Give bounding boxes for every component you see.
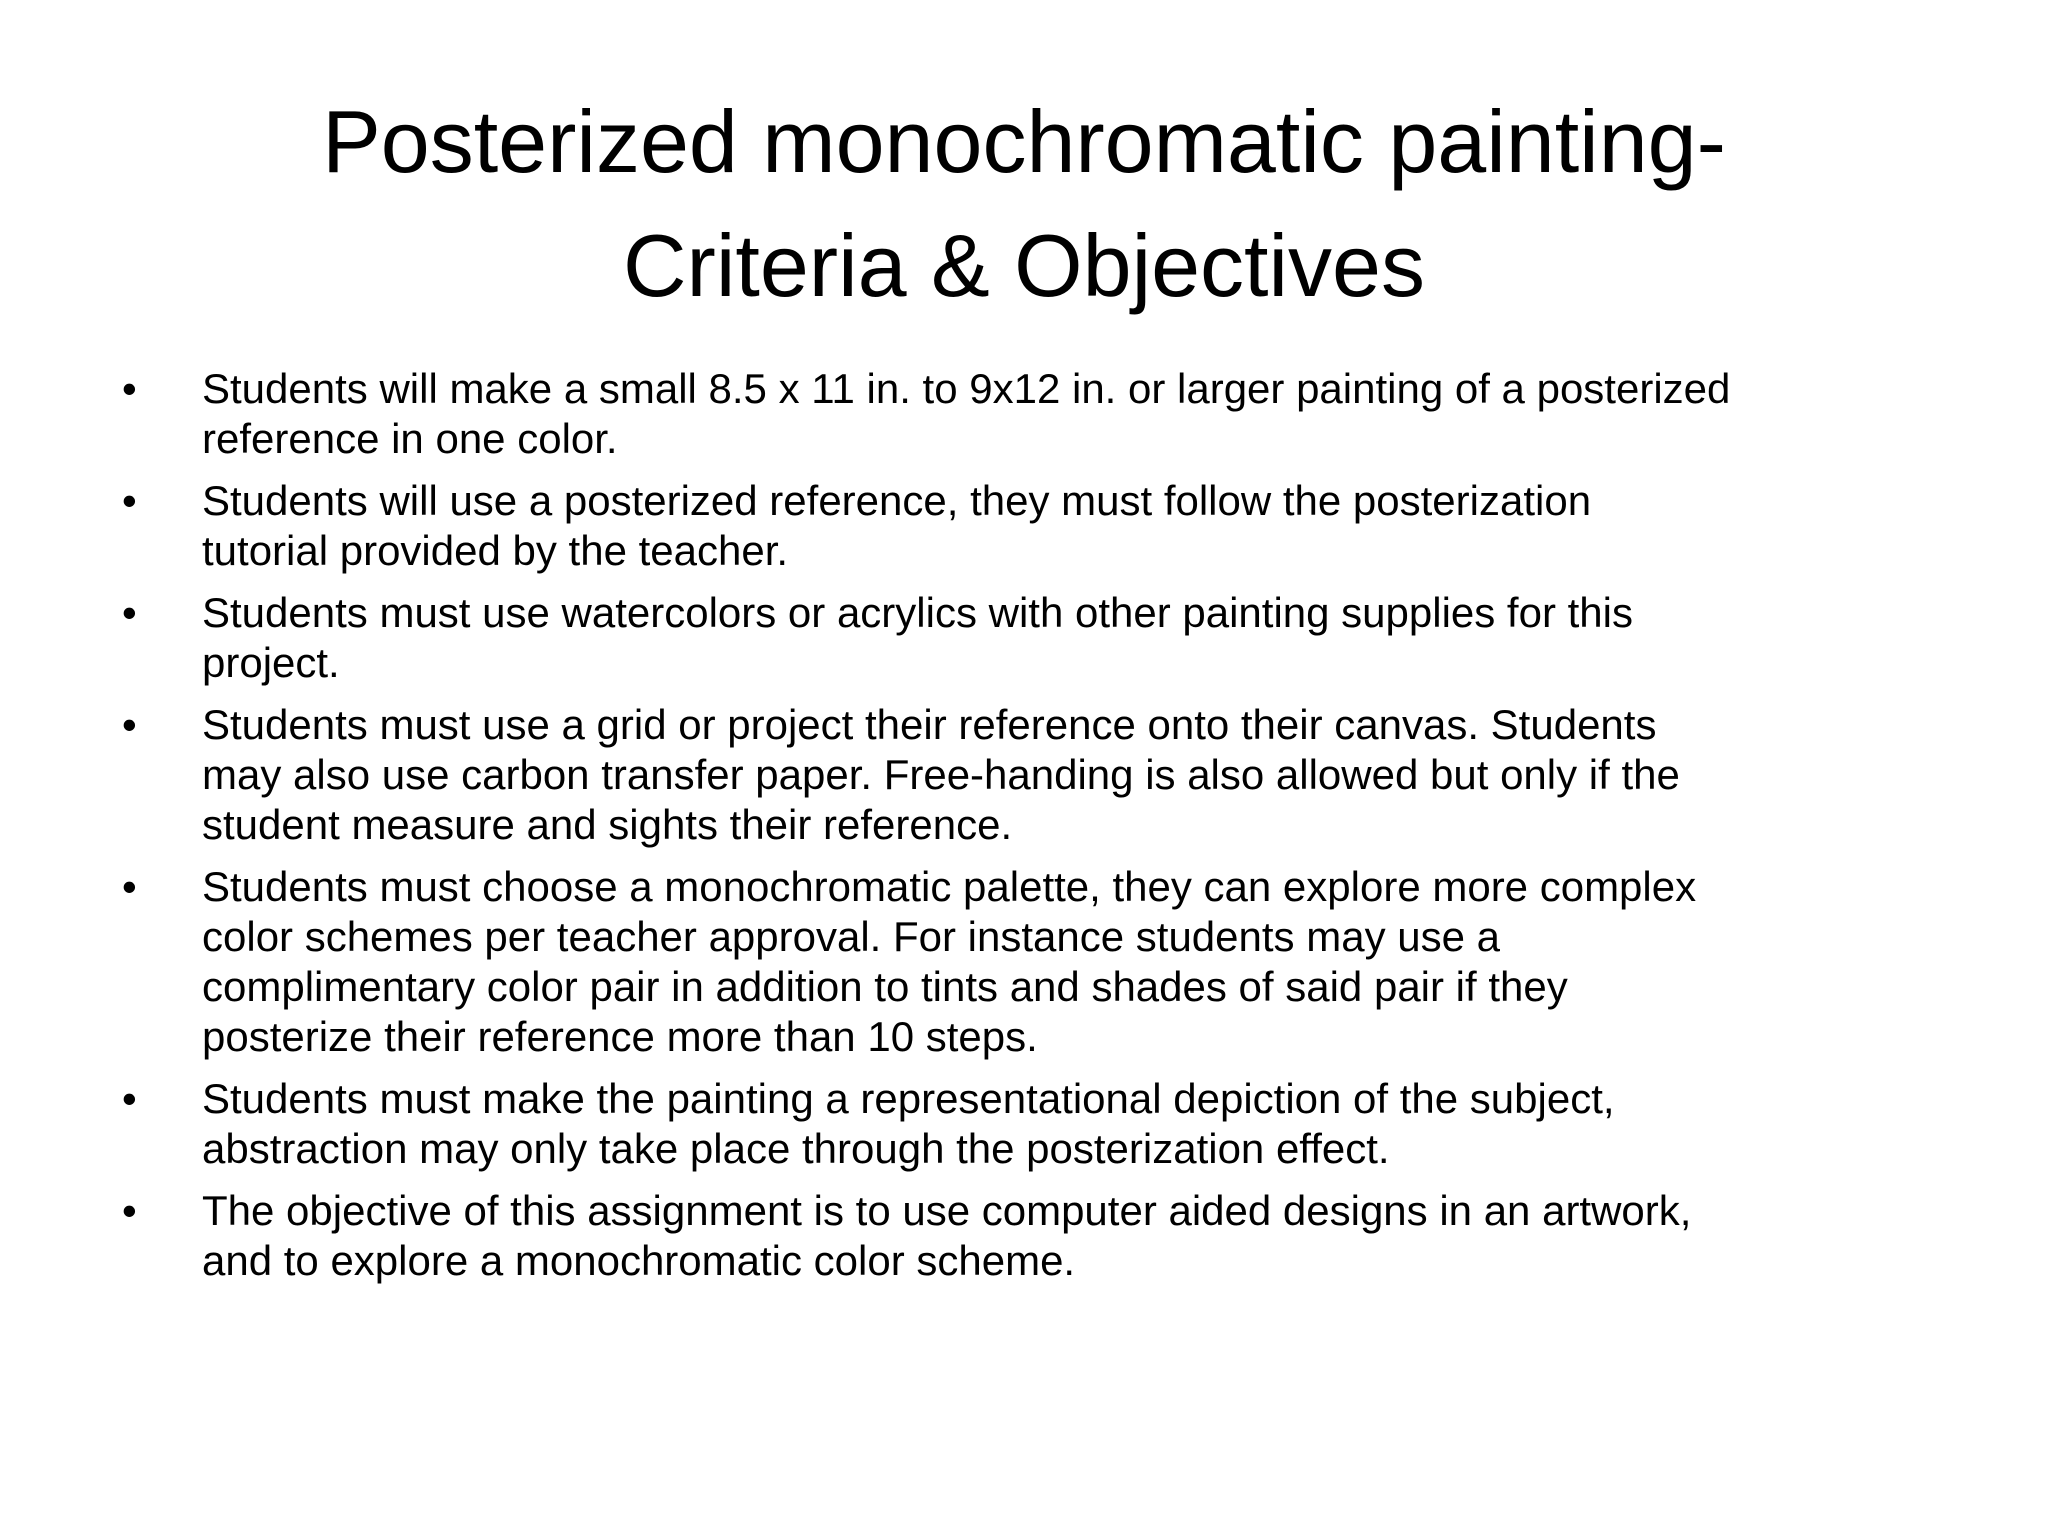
bullet-dot-icon: •	[122, 1075, 137, 1122]
bullet-text-line: tutorial provided by the teacher.	[202, 527, 789, 574]
slide-title	[180, 80, 1868, 328]
bullet-text-line: may also use carbon transfer paper. Free-handing is also allowed but only if the	[202, 751, 1680, 798]
bullet-dot-icon: •	[122, 589, 137, 636]
bullet-text-line: color schemes per teacher approval. For instance students may use a	[202, 913, 1500, 960]
bullet-dot-icon: •	[122, 477, 137, 524]
bullet-text-line: Students must choose a monochromatic palette, they can explore more complex	[202, 863, 1697, 910]
bullet-text-line: student measure and sights their reference.	[202, 801, 1013, 848]
bullet-text-line: Students must make the painting a representational depiction of the subject,	[202, 1075, 1615, 1122]
bullet-text-line: posterize their reference more than 10 steps.	[202, 1013, 1038, 1060]
bullet-dot-icon: •	[122, 365, 137, 412]
bullet-item-objective	[122, 1186, 1962, 1286]
bullet-text-line: Students will use a posterized reference, they must follow the posterization	[202, 477, 1592, 524]
bullet-item-representation	[122, 1074, 1962, 1174]
bullet-text-line: Students will make a small 8.5 x 11 in. to 9x12 in. or larger painting of a posterized	[202, 365, 1731, 412]
bullet-item-reference	[122, 476, 1962, 576]
bullet-text-line: Students must use watercolors or acrylics with other painting supplies for this	[202, 589, 1633, 636]
criteria-list	[122, 364, 1962, 1298]
bullet-text-line: abstraction may only take place through the posterization effect.	[202, 1125, 1390, 1172]
bullet-text-line: project.	[202, 639, 340, 686]
title-line-2: Criteria & Objectives	[622, 216, 1425, 315]
bullet-text-line: complimentary color pair in addition to tints and shades of said pair if they	[202, 963, 1568, 1010]
bullet-item-size	[122, 364, 1962, 464]
bullet-text-line: and to explore a monochromatic color scheme.	[202, 1237, 1076, 1284]
bullet-item-transfer	[122, 700, 1962, 850]
bullet-dot-icon: •	[122, 1187, 137, 1234]
bullet-text-line: The objective of this assignment is to use computer aided designs in an artwork,	[202, 1187, 1692, 1234]
bullet-text-line: reference in one color.	[202, 415, 618, 462]
bullet-text-line: Students must use a grid or project their reference onto their canvas. Students	[202, 701, 1657, 748]
bullet-dot-icon: •	[122, 863, 137, 910]
bullet-dot-icon: •	[122, 701, 137, 748]
bullet-item-palette	[122, 862, 1962, 1062]
title-line-1: Posterized monochromatic painting-	[322, 92, 1726, 191]
bullet-item-materials	[122, 588, 1962, 688]
